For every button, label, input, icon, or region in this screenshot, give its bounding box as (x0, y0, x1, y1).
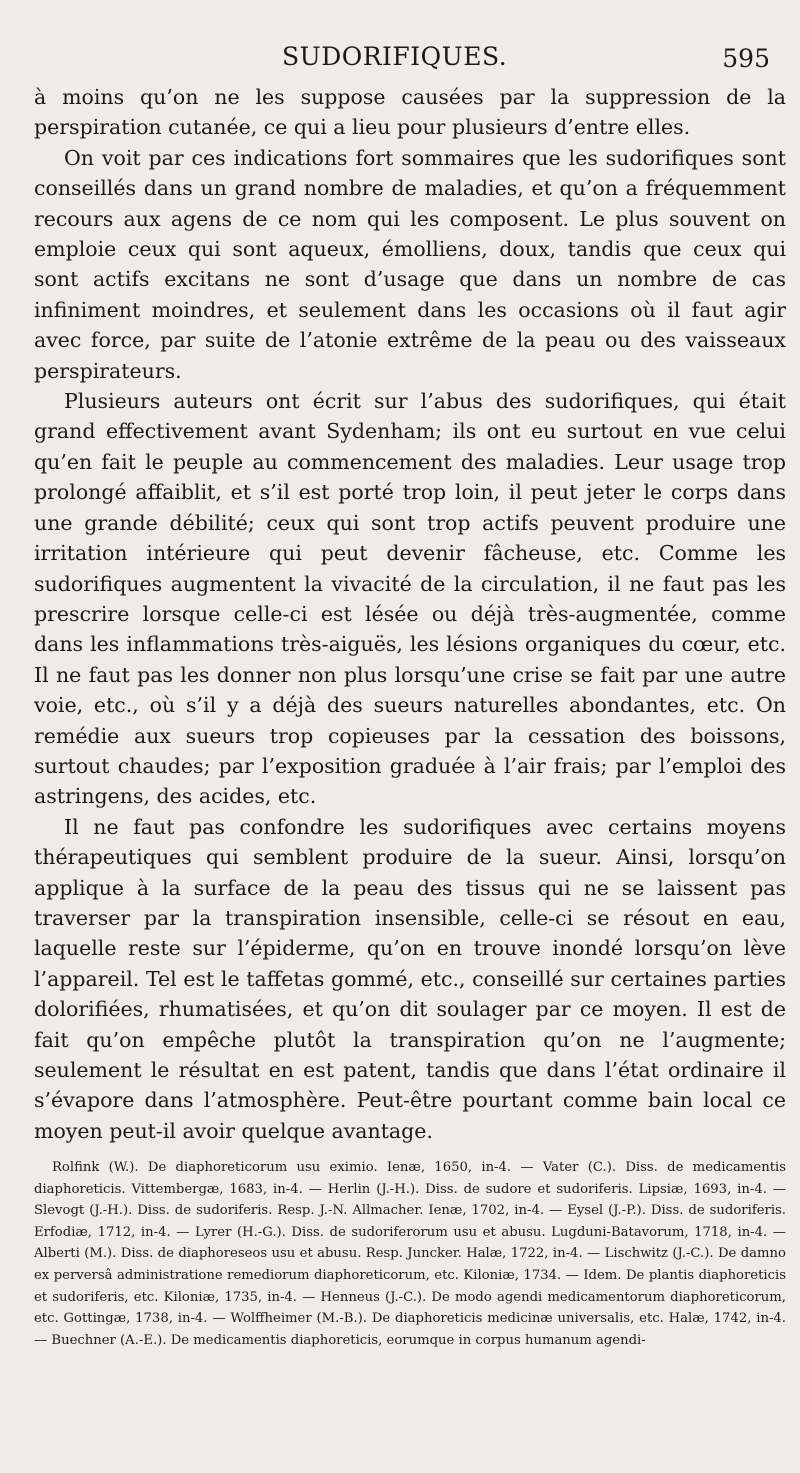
paragraph: Il ne faut pas confondre les sudorifiques avec certains moyens thérapeutiques qui semblent produire de la sueur. Ainsi, lorsqu’on applique à la surface de la peau des tissus qui ne se laissent pas traverser par la transpiration insensible, celle-ci se résout en eau, laquelle reste sur l’épiderme, qu’on en trouve inondé lorsqu’on lève l’appareil. Tel est le taffetas gommé, etc., conseillé sur certaines parties dolorifiées, rhumatisées, et qu’on dit soulager par ce moyen. Il est de fait qu’on empêche plutôt la transpiration qu’on ne l’augmente; seulement le résultat en est patent, tandis que dans l’état ordinaire il s’évapore dans l’atmosphère. Peut-être pourtant comme bain local ce moyen peut-il avoir quelque avantage. (34, 814, 786, 1143)
paragraph-continuation: à moins qu’on ne les suppose causées par la suppression de la perspiration cutanée, ce qui a lieu pour plusieurs d’entre elles. (34, 85, 786, 140)
page-number: 595 (722, 44, 770, 73)
bibliography (34, 1157, 786, 1351)
paragraph: Plusieurs auteurs ont écrit sur l’abus des sudorifiques, qui était grand effectivement avant Sydenham; ils ont eu surtout en vue celui qu’en fait le peuple au commencement des maladies. Leur usage trop prolongé affaiblit, et s’il est porté trop loin, il peut jeter le corps dans une grande débilité; ceux qui sont trop actifs peuvent produire une irritation intérieure qui peut devenir fâcheuse, etc. Comme les sudorifiques augmentent la vivacité de la circulation, il ne faut pas les prescrire lorsque celle-ci est lésée ou déjà très-augmentée, comme dans les inflammations très-aiguës, les lésions organiques du cœur, etc. Il ne faut pas les donner non plus lorsqu’une crise se fait par une autre voie, etc., où s’il y a déjà des sueurs naturelles abondantes, etc. On remédie aux sueurs trop copieuses par la cessation des boissons, surtout chaudes; par l’exposition graduée à l’air frais; par l’emploi des astringens, des acides, etc. (34, 389, 786, 809)
body-text (34, 82, 786, 1146)
paragraph: On voit par ces indications fort sommaires que les sudorifiques sont conseillés dans un grand nombre de maladies, et qu’on a fréquemment recours aux agens de ce nom qui les composent. Le plus souvent on emploie ceux qui sont aqueux, émolliens, doux, tandis que ceux qui sont actifs excitans ne sont d’usage que dans un nombre de cas infiniment moindres, et seulement dans les occasions où il faut agir avec force, par suite de l’atonie extrême de la peau ou des vaisseaux perspirateurs. (34, 145, 786, 383)
running-title: SUDORIFIQUES. (282, 42, 508, 71)
bibliography-text: Rolfink (W.). De diaphoreticorum usu eximio. Ienæ, 1650, in-4. — Vater (C.). Diss. de medicamentis diaphoreticis. Vittembergæ, 1683, in-4. — Herlin (J.-H.). Diss. de sudore et sudoriferis. Lipsiæ, 1693, in-4. — Slevogt (J.-H.). Diss. de sudoriferis. Resp. J.-N. Allmacher. Ienæ, 1702, in-4. — Eysel (J.-P.). Diss. de sudoriferis. Erfodiæ, 1712, in-4. — Lyrer (H.-G.). Diss. de sudoriferorum usu et abusu. Lugduni-Batavorum, 1718, in-4. — Alberti (M.). Diss. de diaphoreseos usu et abusu. Resp. Juncker. Halæ, 1722, in-4. — Lischwitz (J.-C.). De damno ex perversâ administratione remediorum diaphoreticorum, etc. Kiloniæ, 1734. — Idem. De plantis diaphoreticis et sudoriferis, etc. Kiloniæ, 1735, in-4. — Henneus (J.-C.). De modo agendi medicamentorum diaphoreticorum, etc. Gottingæ, 1738, in-4. — Wolffheimer (M.-B.). De diaphoreticis medicinæ universalis, etc. Halæ, 1742, in-4. — Buechner (A.-E.). De medicamentis diaphoreticis, eorumque in corpus humanum agendi- (34, 1160, 786, 1348)
page-header (0, 42, 800, 82)
